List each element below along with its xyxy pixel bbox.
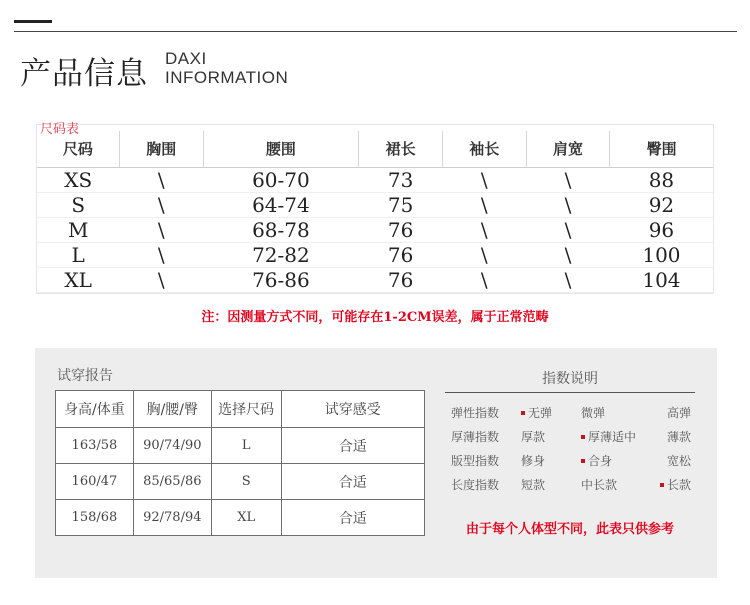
index-option-label: 薄款	[666, 429, 691, 444]
size-table-header-cell: 袖长	[442, 131, 526, 167]
section-title-en	[165, 49, 288, 87]
index-option-label: 无弹	[528, 405, 553, 420]
trial-table-cell: 158/68	[56, 500, 134, 536]
title-en-line1: DAXI	[165, 49, 207, 68]
size-table-cell: \	[119, 167, 203, 192]
index-option	[643, 472, 695, 496]
size-table-cell: \	[442, 242, 526, 267]
trial-table-header-row	[56, 391, 425, 428]
size-table-cell: 100	[610, 242, 713, 267]
trial-table-row	[56, 428, 425, 464]
index-option	[511, 424, 573, 448]
size-table-row	[37, 267, 713, 292]
size-table-cell: L	[37, 242, 119, 267]
title-en-line2: INFORMATION	[165, 68, 289, 87]
index-option	[511, 472, 573, 496]
top-accent-line	[14, 20, 52, 23]
trial-table-cell: L	[211, 428, 281, 464]
size-table-cell: \	[119, 242, 203, 267]
index-row	[445, 448, 695, 472]
trial-report-table	[55, 390, 425, 536]
size-table-cell: \	[442, 217, 526, 242]
size-table-cell: \	[119, 217, 203, 242]
size-table-cell: \	[526, 242, 610, 267]
size-table-cell: \	[442, 192, 526, 217]
size-table-row	[37, 242, 713, 267]
size-table-cell: \	[442, 167, 526, 192]
size-table-cell: 104	[610, 267, 713, 292]
size-table-header-cell: 裙长	[359, 131, 443, 167]
trial-table-cell: 合适	[281, 464, 424, 500]
size-table-cell: 73	[359, 167, 443, 192]
size-table-body	[37, 167, 713, 292]
index-name: 厚薄指数	[451, 429, 500, 444]
index-option-label: 中长款	[581, 477, 618, 492]
size-table-row	[37, 167, 713, 192]
size-table-cell: 68-78	[203, 217, 359, 242]
index-option-label: 修身	[521, 453, 546, 468]
trial-table-cell: 85/65/86	[133, 464, 211, 500]
size-table-cell: 76-86	[203, 267, 359, 292]
size-table-cell: 76	[359, 242, 443, 267]
section-title-cn: 产品信息	[20, 56, 148, 92]
trial-table-row	[56, 464, 425, 500]
index-option	[643, 448, 695, 472]
index-table-body	[445, 400, 695, 496]
size-table-cell: S	[37, 192, 119, 217]
trial-table-header-cell: 身高/体重	[56, 391, 134, 428]
size-table-cell: 76	[359, 217, 443, 242]
index-option	[643, 424, 695, 448]
size-table-cell: \	[526, 267, 610, 292]
trial-table-body	[56, 428, 425, 536]
size-table-cell: 76	[359, 267, 443, 292]
size-table-cell: 92	[610, 192, 713, 217]
selected-dot-icon	[660, 483, 664, 487]
size-table-header-cell: 腰围	[203, 131, 359, 167]
reference-note: 由于每个人体型不同，此表只供参考	[465, 522, 674, 537]
index-row	[445, 400, 695, 424]
size-table-cell: 72-82	[203, 242, 359, 267]
index-option	[573, 472, 643, 496]
trial-table-cell: 92/78/94	[133, 500, 211, 536]
trial-table-cell: 163/58	[56, 428, 134, 464]
size-table-cell: 75	[359, 192, 443, 217]
trial-table-cell: 合适	[281, 428, 424, 464]
index-name: 长度指数	[451, 477, 500, 492]
index-option-label: 宽松	[666, 453, 691, 468]
size-table-cell: XL	[37, 267, 119, 292]
size-table-box	[36, 124, 714, 294]
trial-table-header-cell: 试穿感受	[281, 391, 424, 428]
top-divider	[14, 31, 737, 32]
size-table-label: 尺码表	[40, 122, 80, 137]
index-option	[511, 448, 573, 472]
size-table	[37, 131, 713, 293]
selected-dot-icon	[581, 459, 585, 463]
trial-table-header-cell: 选择尺码	[211, 391, 281, 428]
index-option-label: 微弹	[581, 405, 606, 420]
trial-table-header-cell: 胸/腰/臀	[133, 391, 211, 428]
trial-report-title: 试穿报告	[57, 368, 113, 384]
size-table-cell: \	[526, 217, 610, 242]
size-table-cell: 96	[610, 217, 713, 242]
index-row	[445, 472, 695, 496]
selected-dot-icon	[521, 411, 525, 415]
trial-table-cell: 90/74/90	[133, 428, 211, 464]
selected-dot-icon	[581, 435, 585, 439]
size-table-header-cell: 尺码	[37, 131, 119, 167]
index-option-label: 长款	[666, 477, 691, 492]
size-table-cell: \	[526, 167, 610, 192]
size-table-cell: \	[442, 267, 526, 292]
index-option-label: 高弹	[666, 405, 691, 420]
size-table-cell: \	[119, 192, 203, 217]
size-table-cell: 60-70	[203, 167, 359, 192]
index-info-title: 指数说明	[542, 371, 598, 387]
index-option-label: 厚薄适中	[588, 429, 637, 444]
measurement-note: 注：因测量方式不同，可能存在1-2CM误差，属于正常范畴	[201, 310, 549, 325]
index-name: 弹性指数	[451, 405, 500, 420]
index-option	[573, 400, 643, 424]
index-info-table	[445, 400, 695, 496]
size-table-row	[37, 217, 713, 242]
size-table-cell: XS	[37, 167, 119, 192]
size-table-header-row	[37, 131, 713, 167]
size-table-cell: 64-74	[203, 192, 359, 217]
size-table-cell: M	[37, 217, 119, 242]
trial-table-cell: XL	[211, 500, 281, 536]
index-option-label: 短款	[521, 477, 546, 492]
index-option	[573, 448, 643, 472]
index-row	[445, 424, 695, 448]
size-table-row	[37, 192, 713, 217]
index-name: 版型指数	[451, 453, 500, 468]
index-option	[643, 400, 695, 424]
size-table-header-cell: 肩宽	[526, 131, 610, 167]
index-info-divider	[445, 392, 695, 393]
index-option	[511, 400, 573, 424]
trial-table-cell: 合适	[281, 500, 424, 536]
index-option	[573, 424, 643, 448]
size-table-cell: \	[526, 192, 610, 217]
size-table-cell: \	[119, 267, 203, 292]
index-option-label: 厚款	[521, 429, 546, 444]
trial-table-cell: S	[211, 464, 281, 500]
index-option-label: 合身	[588, 453, 613, 468]
trial-table-cell: 160/47	[56, 464, 134, 500]
size-table-header-cell: 胸围	[119, 131, 203, 167]
trial-table-row	[56, 500, 425, 536]
size-table-cell: 88	[610, 167, 713, 192]
size-table-header-cell: 臀围	[610, 131, 713, 167]
